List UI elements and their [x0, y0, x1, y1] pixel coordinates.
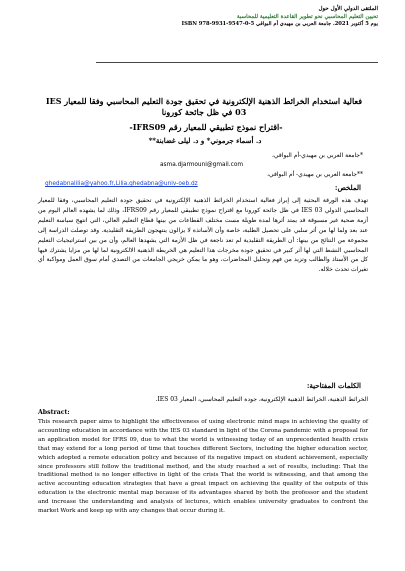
arabic-keywords: الخرائط الذهنية، الخرائط الذهنية الإلكترونية، جودة التعليم المحاسبي، المعيار IES 03.	[155, 396, 368, 403]
paper-title: فعالية استخدام الخرائط الذهنية الإلكترونية في تحقيق جودة التعليم المحاسبي وفقا للمعيار IES 03 في ظل جائحة كورونا	[45, 96, 363, 117]
header-line-1: الملتقى الدولي الأول حول	[318, 6, 378, 12]
affiliations	[45, 151, 363, 189]
affiliation-2-text: **جامعة العربي بن مهيدي- أم البواقي،	[267, 171, 363, 178]
english-abstract: This research paper aims to highlight the effectiveness of using electronic mind maps in achieving the quality of accounting education in accordance with the IES 03 standard in light of the Corona pandemic with a proposal for an application model for IFRS 09, due to what the world is witnessing today of an unprecedented health crisis that may extend for a long period of time that touches different Sectors, including the higher education sector, which adopted a remote education policy and because of its negative impact on student achievement, especially since professors still follow the traditional method, and the study reached a set of results, including: That the traditional method is no longer effective in light of the crisis That the world is witnessing, and that among the active accounting education strategies that have a great impact on achieving the quality of the outputs of this education is the electronic mental map because of its advantages shared by both the professor and the student and increase the understanding and analysis of lectures, which enables university graduates to confront the market Work and keep up with any changes that occur during it.	[38, 419, 368, 515]
author-2-email[interactable]: ghedabnalilia@yahoo.fr,Lilia.ghedabna@univ-oeb.dz	[45, 181, 198, 187]
author-1-email[interactable]: asma.djarmouni@gmail.com	[160, 162, 244, 168]
arabic-abstract: تهدف هذه الورقة البحثية إلى إبراز فعالية استخدام الخرائط الذهنية الإلكترونية في تحقيق جودة التعليم المحاسبي، وفقا للمعيار المحاسبي الدولي IES 03 في ظل جائحة كورونا مع اقتراح نموذج تطبيقي للمعيار رقم IFRS09، وذلك لما يشهده العالم اليوم من أزمة صحية غير مسبوقة قد يمتد أثرها لمدة طويلة مست مختلف القطاعات من بينها قطاع التعليم العالي، التي انتهج سياسة التعليم عند بعد ولما لها من أثر سلبي على تحصيل الطلبة، خاصة وأن الأساتذة لا يزالون ينتهجون الطريقة التقليدية. وقد توصلت الدراسة إلى مجموعة من النتائج من بينها: أن الطريقة التقليدية لم تعد ناجعة في ظل الأزمة التي يشهدها العالم، وأن من بين استراتيجيات التعليم المحاسبي النشط التي لها أثر كبير في تحقيق جودة مخرجات هذا التعليم هي الخريطة الذهنية الالكترونية لما لها من مزايا يشترك فيها كل من الأستاذ والطالب وتزيد من فهم وتحليل المحاضرات، وهو ما يمكن خريجي الجامعات من التصدي أمام سوق العمل ومواكبة أي تغيرات تحدث خلاله.	[38, 197, 368, 274]
keywords-heading: الكلمات المفتاحية:	[306, 381, 361, 390]
paper-subtitle: -اقتراح نموذج تطبيقي للمعيار رقم IFRS09-	[129, 122, 283, 132]
header-line-2: تحيين التعليم المحاسبي نحو تطوير القاعدة التعليمية للمحاسبة	[236, 13, 378, 20]
summary-heading: الملخص:	[334, 183, 361, 192]
affiliation-1	[45, 151, 363, 160]
abstract-heading: Abstract:	[38, 409, 70, 416]
header-line-3: يوم 5 أكتوبر 2021، جامعة العربي بن مهيدي أم البواقي ISBN 978-9931-9547-0-5	[181, 21, 378, 28]
conference-header	[96, 6, 378, 29]
affiliation-1-text: *جامعة العربي بن مهيدي-أم البواقي،	[271, 152, 363, 159]
affiliation-2-email-row	[45, 179, 363, 189]
header-rule	[96, 62, 378, 63]
affiliation-1-email-row	[45, 160, 363, 170]
affiliation-2	[45, 170, 363, 179]
author-names: د. أسماء جرموني* و د. ليلى غضابنة**	[148, 136, 262, 145]
